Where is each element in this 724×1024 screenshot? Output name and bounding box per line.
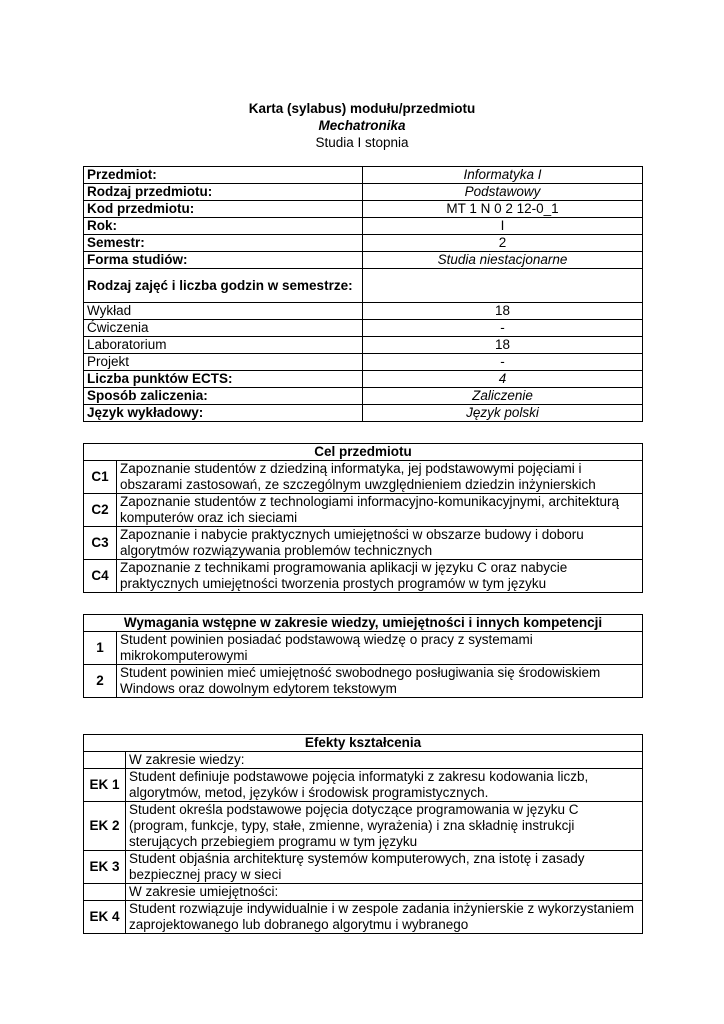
info-label: Projekt [84,354,363,371]
wymagania-code: 1 [84,632,117,665]
document-title: Karta (sylabus) modułu/przedmiotu [248,101,476,116]
efekty-text: W zakresie umiejętności: [126,884,643,901]
wymagania-text: Student powinien posiadać podstawową wiedzę o pracy z systemami mikrokomputerowymi [117,632,643,665]
cel-row [84,461,643,494]
info-row [84,201,643,218]
info-label: Przedmiot: [84,167,363,184]
info-label: Rodzaj zajęć i liczba godzin w semestrze: [84,269,363,303]
info-value: I [363,218,643,235]
efekty-code: EK 2 [84,802,126,851]
cel-row [84,527,643,560]
efekty-text: Student objaśnia architekturę systemów komputerowych, zna istotę i zasady bezpiecznej pracy w sieci [126,851,643,884]
cel-code: C2 [84,494,117,527]
efekty-text: W zakresie wiedzy: [126,752,643,769]
info-row [84,303,643,320]
info-label: Semestr: [84,235,363,252]
info-value: Zaliczenie [363,388,643,405]
efekty-row [84,884,643,901]
info-value: MT 1 N 0 2 12-0_1 [363,201,643,218]
efekty-row [84,802,643,851]
info-label: Kod przedmiotu: [84,201,363,218]
info-value: 2 [363,235,643,252]
efekty-text: Student określa podstawowe pojęcia dotyczące programowania w języku C (program, funkcje, typy, stałe, zmienne, wyrażenia) i zna składnię instrukcji sterujących przebiegiem programu w tym języku [126,802,643,851]
info-value: Informatyka I [363,167,643,184]
cel-code: C3 [84,527,117,560]
cel-code: C4 [84,560,117,593]
info-value: 18 [363,303,643,320]
efekty-row [84,769,643,802]
program-name: Mechatronika [318,118,406,133]
info-row [84,252,643,269]
cel-text: Zapoznanie z technikami programowania aplikacji w języku C oraz nabycie praktycznych umiejętności tworzenia prostych programów w tym języku [117,560,643,593]
wymagania-code: 2 [84,665,117,698]
course-info-table [83,166,643,422]
efekty-text: Student definiuje podstawowe pojęcia informatyki z zakresu kodowania liczb, algorytmów, metod, języków i środowisk programistycznych. [126,769,643,802]
info-value: Studia niestacjonarne [363,252,643,269]
cel-text: Zapoznanie studentów z dziedziną informatyka, jej podstawowymi pojęciami i obszarami zastosowań, ze szczególnym uwzględnieniem dziedzin inżynierskich [117,461,643,494]
efekty-code [84,752,126,769]
info-value: - [363,320,643,337]
learning-outcomes-table [83,734,643,934]
wymagania-row [84,632,643,665]
info-label: Rodzaj przedmiotu: [84,184,363,201]
info-row [84,269,643,303]
info-label: Język wykładowy: [84,405,363,422]
efekty-row [84,752,643,769]
info-row [84,405,643,422]
cel-row [84,494,643,527]
wymagania-row [84,665,643,698]
cel-text: Zapoznanie studentów z technologiami informacyjno-komunikacyjnymi, architekturą komputerów oraz ich sieciami [117,494,643,527]
info-value: 4 [363,371,643,388]
study-level: Studia I stopnia [315,135,409,150]
info-value [363,269,643,303]
wymagania-text: Student powinien mieć umiejętność swobodnego posługiwania się środowiskiem Windows oraz dowolnym edytorem tekstowym [117,665,643,698]
info-value: Podstawowy [363,184,643,201]
cel-row [84,560,643,593]
cel-text: Zapoznanie i nabycie praktycznych umiejętności w obszarze budowy i doboru algorytmów rozwiązywania problemów technicznych [117,527,643,560]
info-row [84,184,643,201]
info-row [84,167,643,184]
prerequisites-title: Wymagania wstępne w zakresie wiedzy, umiejętności i innych kompetencji [84,615,643,632]
efekty-row [84,851,643,884]
efekty-code [84,884,126,901]
prerequisites-table [83,614,643,698]
efekty-code: EK 1 [84,769,126,802]
info-row [84,388,643,405]
efekty-code: EK 4 [84,901,126,934]
course-goals-table [83,443,643,593]
efekty-code: EK 3 [84,851,126,884]
cel-code: C1 [84,461,117,494]
info-row [84,337,643,354]
learning-outcomes-title: Efekty kształcenia [84,735,643,752]
info-label: Wykład [84,303,363,320]
info-label: Ćwiczenia [84,320,363,337]
efekty-text: Student rozwiązuje indywidualnie i w zespole zadania inżynierskie z wykorzystaniem zaprojektowanego lub dobranego algorytmu i wybranego [126,901,643,934]
info-label: Sposób zaliczenia: [84,388,363,405]
info-row [84,218,643,235]
info-row [84,320,643,337]
info-row [84,371,643,388]
efekty-row [84,901,643,934]
info-label: Rok: [84,218,363,235]
course-goals-title: Cel przedmiotu [84,444,643,461]
info-row [84,354,643,371]
info-value: Język polski [363,405,643,422]
info-label: Forma studiów: [84,252,363,269]
info-label: Laboratorium [84,337,363,354]
info-label: Liczba punktów ECTS: [84,371,363,388]
info-value: 18 [363,337,643,354]
info-row [84,235,643,252]
info-value: - [363,354,643,371]
